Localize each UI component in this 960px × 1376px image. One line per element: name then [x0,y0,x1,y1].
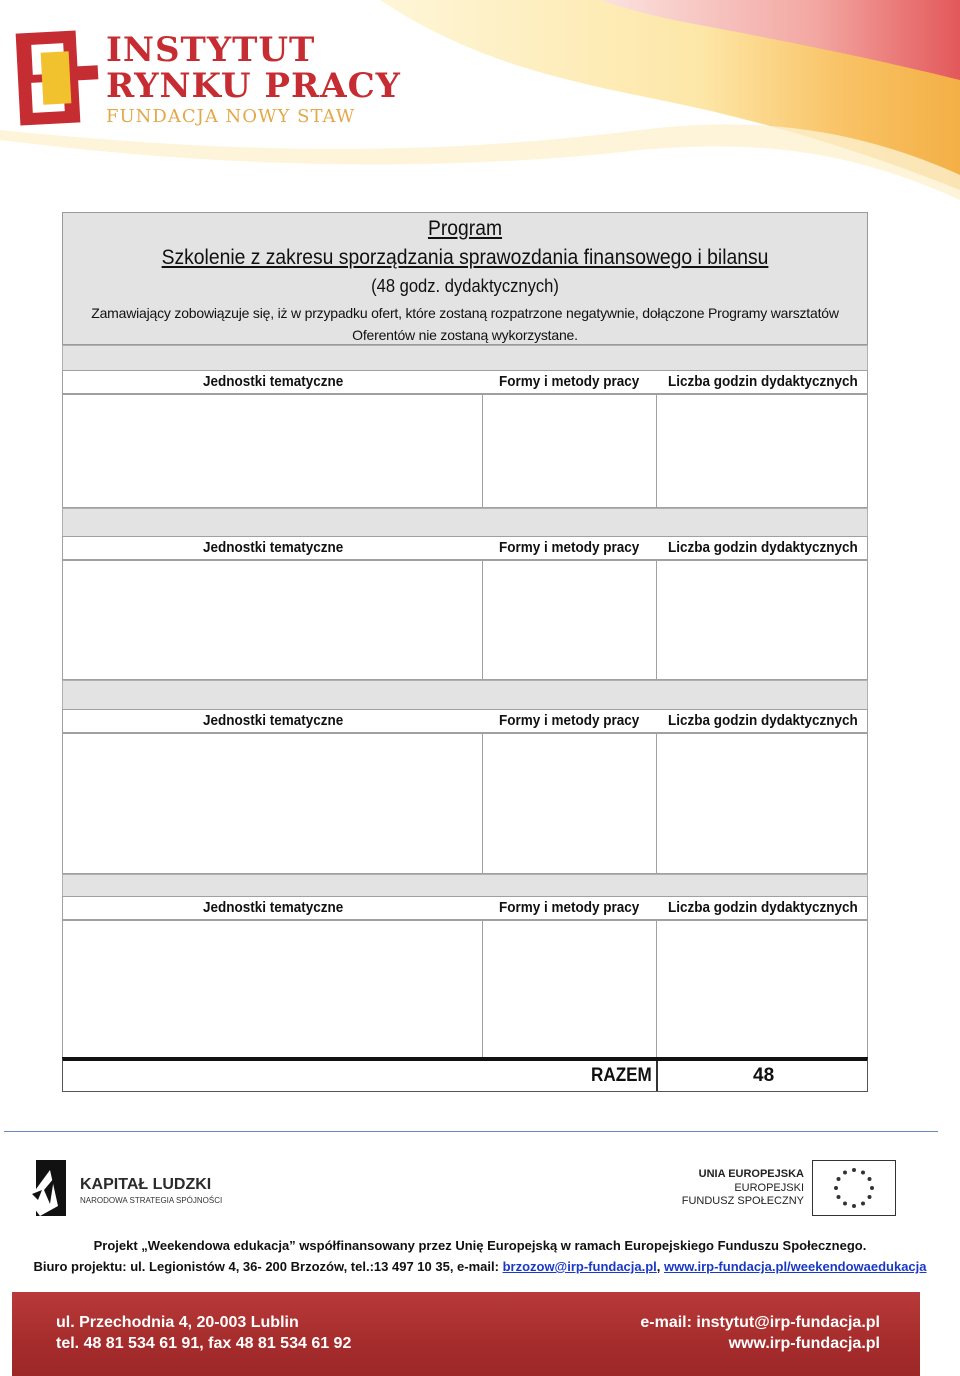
table-row [62,920,868,1058]
column-header-row [62,536,868,560]
eu-title: UNIA EUROPEJSKA [698,1168,804,1180]
methods-cell[interactable] [483,395,657,507]
methods-cell[interactable] [483,734,657,873]
instytut-rynku-pracy-logo [14,26,401,136]
kapital-ludzki-logo [28,1158,228,1218]
column-header-hours: Liczba godzin dydaktycznych [668,373,858,390]
section-separator [62,345,868,371]
column-header-topics: Jednostki tematyczne [203,899,344,916]
eu-subtitle-1: EUROPEJSKI [734,1182,804,1194]
institute-address: ul. Przechodnia 4, 20-003 Lublin [56,1314,299,1331]
table-row [62,733,868,874]
column-header-row [62,709,868,733]
kapital-ludzki-subtitle: NARODOWA STRATEGIA SPÓJNOŚCI [80,1196,223,1205]
logo-text-fundacja: FUNDACJA NOWY STAW [106,106,356,127]
column-header-hours: Liczba godzin dydaktycznych [668,539,858,556]
column-header-methods: Formy i metody pracy [499,539,640,556]
column-header-methods: Formy i metody pracy [499,899,640,916]
column-header-topics: Jednostki tematyczne [203,539,344,556]
logo-text-instytut: INSTYTUT [106,30,316,70]
methods-cell[interactable] [483,561,657,679]
section-separator [62,508,868,538]
topics-cell[interactable] [63,561,483,679]
logo-text-rynku-pracy: RYNKU PRACY [106,66,401,106]
eu-esf-logo [681,1158,900,1218]
program-heading: Program [427,217,503,240]
column-header-hours: Liczba godzin dydaktycznych [668,712,858,729]
total-divider [656,1061,658,1091]
column-header-methods: Formy i metody pracy [499,373,640,390]
column-header-row [62,896,868,920]
column-header-topics: Jednostki tematyczne [203,712,344,729]
methods-cell[interactable] [483,921,657,1057]
table-row [62,394,868,508]
hours-cell[interactable] [657,921,866,1057]
total-label: RAZEM [591,1065,652,1086]
office-email-link[interactable]: brzozow@irp-fundacja.pl [502,1259,657,1274]
training-hours: (48 godz. dydaktycznych) [371,276,559,296]
kapital-ludzki-title: KAPITAŁ LUDZKI [80,1176,212,1193]
ordering-party-note: Zamawiający zobowiązuje się, iż w przypadku ofert, które zostaną rozpatrzone negatywnie, dołączone Programy warsztatów Oferentów nie zostaną wykorzystane. [91,305,839,343]
eu-flag-icon [812,1160,896,1216]
column-header-row [62,370,868,394]
contact-footer-band [12,1292,920,1376]
column-header-methods: Formy i metody pracy [499,712,640,729]
section-separator [62,680,868,711]
institute-website: www.irp-fundacja.pl [728,1335,880,1352]
program-title-box [62,212,868,345]
column-header-hours: Liczba godzin dydaktycznych [668,899,858,916]
project-office-line [0,1259,960,1274]
footer-divider [4,1131,938,1132]
hours-cell[interactable] [657,395,866,507]
section-separator [62,874,868,897]
eu-subtitle-2: FUNDUSZ SPOŁECZNY [681,1195,804,1207]
topics-cell[interactable] [63,395,483,507]
institute-phone: tel. 48 81 534 61 91, fax 48 81 534 61 92 [56,1335,352,1352]
logo-mark-icon [14,26,106,130]
total-value: 48 [753,1065,775,1086]
office-address: Biuro projektu: ul. Legionistów 4, 36- 200 Brzozów, tel.:13 497 10 35, e-mail: [33,1259,503,1274]
topics-cell[interactable] [63,921,483,1057]
training-title: Szkolenie z zakresu sporządzania sprawozdania finansowego i bilansu [161,246,769,269]
hours-cell[interactable] [657,734,866,873]
office-separator: , [656,1259,665,1274]
office-website-link[interactable]: www.irp-fundacja.pl/weekendowaedukacja [664,1259,927,1274]
project-cofinancing-line: Projekt „Weekendowa edukacja” współfinansowany przez Unię Europejską w ramach Europejskiego Funduszu Społecznego. [93,1238,867,1253]
topics-cell[interactable] [63,734,483,873]
table-row [62,560,868,680]
column-header-topics: Jednostki tematyczne [203,373,344,390]
hours-cell[interactable] [657,561,866,679]
total-row [62,1057,868,1092]
kapital-ludzki-icon [28,1160,72,1216]
institute-email: e-mail: instytut@irp-fundacja.pl [640,1314,880,1331]
